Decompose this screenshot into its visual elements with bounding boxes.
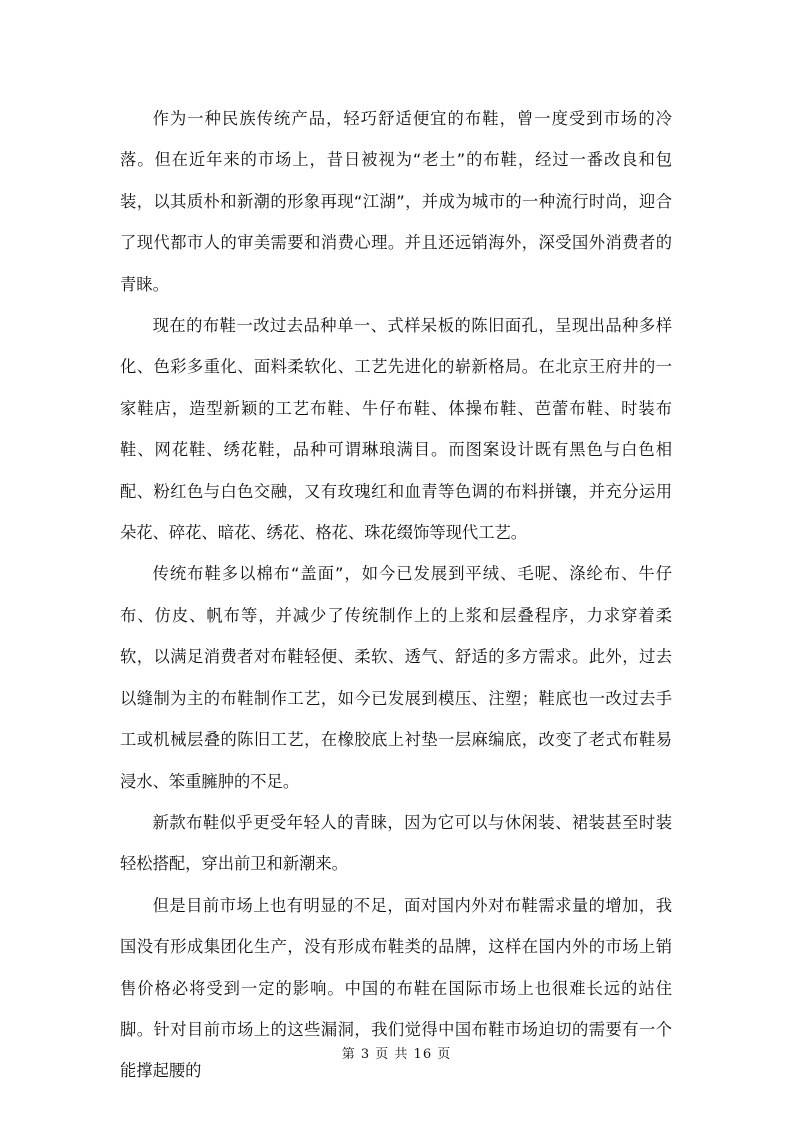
page-number-footer: 第 3 页 共 16 页 — [341, 1047, 452, 1062]
paragraph-5: 但是目前市场上也有明显的不足，面对国内外对布鞋需求量的增加，我国没有形成集团化生产，没有形成布鞋类的品牌，这样在国内外的市场上销售价格必将受到一定的影响。中国的布鞋在国际市场上也很难长远的站住脚。针对目前市场上的这些漏洞，我们觉得中国布鞋市场迫切的需要有一个能撑起腰的 — [120, 895, 672, 1081]
paragraph-2: 现在的布鞋一改过去品种单一、式样呆板的陈旧面孔，呈现出品种多样化、色彩多重化、面料柔软化、工艺先进化的崭新格局。在北京王府井的一家鞋店，造型新颖的工艺布鞋、牛仔布鞋、体操布鞋、芭蕾布鞋、时装布鞋、网花鞋、绣花鞋，品种可谓琳琅满目。而图案设计既有黑色与白色相配、粉红色与白色交融，又有玫瑰红和血青等色调的布料拼镶，并充分运用朵花、碎花、暗花、绣花、格花、珠花缀饰等现代工艺。 — [120, 316, 672, 543]
paragraph-1: 作为一种民族传统产品，轻巧舒适便宜的布鞋，曾一度受到市场的冷落。但在近年来的市场上，昔日被视为“老土”的布鞋，经过一番改良和包装，以其质朴和新潮的形象再现“江湖”，并成为城市的一种流行时尚，迎合了现代都市人的审美需要和消费心理。并且还远销海外，深受国外消费者的青睐。 — [120, 109, 672, 294]
document-body — [120, 98, 672, 1092]
paragraph-3: 传统布鞋多以棉布“盖面”，如今已发展到平绒、毛呢、涤纶布、牛仔布、仿皮、帆布等，并减少了传统制作上的上浆和层叠程序，力求穿着柔软，以满足消费者对布鞋轻便、柔软、透气、舒适的多方需求。此外，过去以缝制为主的布鞋制作工艺，如今已发展到模压、注塑；鞋底也一改过去手工或机械层叠的陈旧工艺，在橡胶底上衬垫一层麻编底，改变了老式布鞋易浸水、笨重臃肿的不足。 — [120, 564, 672, 791]
paragraph-4: 新款布鞋似乎更受年轻人的青睐，因为它可以与休闲装、裙装甚至时装轻松搭配，穿出前卫和新潮来。 — [120, 812, 672, 874]
